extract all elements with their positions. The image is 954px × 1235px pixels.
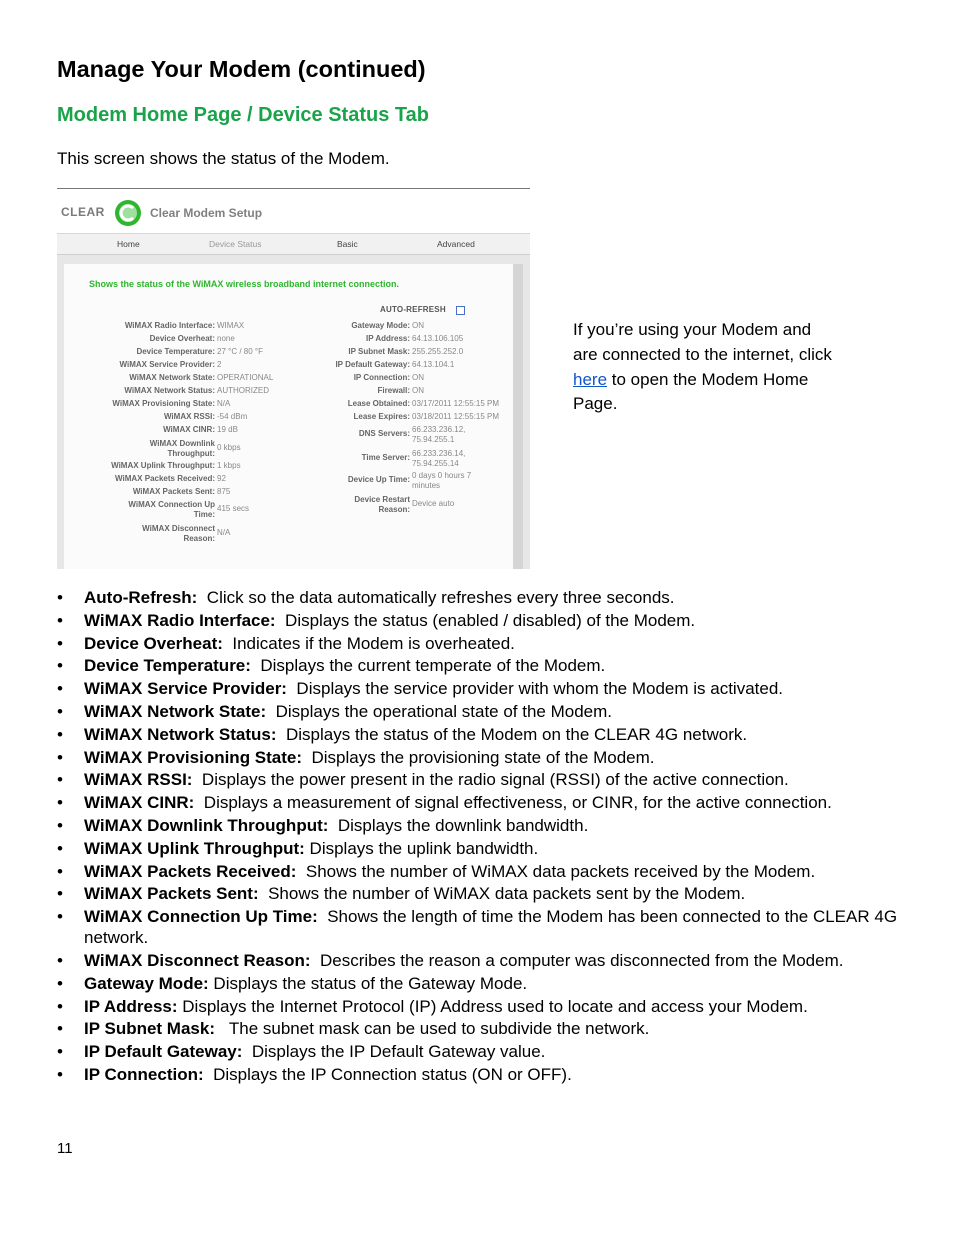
side-note-text-end: to open the Modem Home Page. [573, 369, 809, 414]
left-field-label: WiMAX Connection Up Time: [128, 500, 215, 519]
left-field-value: 415 secs [217, 504, 250, 513]
bullet-term: Gateway Mode: [84, 973, 209, 993]
bullet-item [56, 1064, 906, 1085]
bullet-icon: • [57, 770, 63, 790]
bullet-item [56, 678, 906, 699]
left-field-value: none [217, 334, 235, 343]
left-field-value: 875 [217, 487, 231, 496]
right-field-value: 64.13.106.105 [412, 334, 464, 343]
bullet-term: WiMAX Network State: [84, 701, 267, 721]
right-field-value: Device auto [412, 499, 455, 508]
right-field-label: Device Up Time: [347, 475, 410, 484]
bullet-icon: • [57, 1042, 63, 1062]
bullet-item [56, 973, 906, 994]
bullet-icon: • [57, 724, 63, 744]
right-field-value: ON [412, 386, 424, 395]
bullet-item [56, 610, 906, 631]
right-field-label: Lease Obtained: [347, 399, 410, 408]
screenshot-nav [57, 233, 530, 255]
right-field-label: IP Connection: [353, 373, 410, 382]
bullet-description: Displays the power present in the radio signal (RSSI) of the active connection. [192, 770, 789, 790]
bullet-item [56, 724, 906, 745]
bullet-item [56, 587, 906, 608]
bullet-item [56, 655, 906, 676]
bullet-icon: • [57, 996, 63, 1016]
bullet-icon: • [57, 1064, 63, 1084]
right-field-value: 03/17/2011 12:55:15 PM [412, 399, 500, 408]
right-field-label: Device Restart Reason: [354, 495, 410, 514]
bullet-term: Device Temperature: [84, 656, 251, 676]
nav-device-status[interactable]: Device Status [209, 239, 262, 249]
bullet-item [56, 701, 906, 722]
bullet-icon: • [57, 793, 63, 813]
bullet-term: IP Subnet Mask: [84, 1019, 215, 1039]
nav-basic[interactable]: Basic [337, 239, 358, 249]
left-field-value: 0 kbps [217, 443, 241, 452]
bullet-description: The subnet mask can be used to subdivide the network. [215, 1019, 650, 1039]
panel-shadow [513, 264, 523, 569]
left-field-value: AUTHORIZED [217, 386, 269, 395]
bullet-description: Displays the current temperate of the Modem. [250, 656, 606, 676]
bullet-icon: • [57, 950, 63, 970]
right-field-label: DNS Servers: [358, 429, 410, 438]
bullet-icon: • [57, 861, 63, 881]
section-heading: Modem Home Page / Device Status Tab [57, 104, 429, 126]
bullet-term: IP Address: [84, 996, 178, 1016]
bullet-term: WiMAX Radio Interface: [84, 610, 276, 630]
left-field-value: -54 dBm [217, 412, 248, 421]
screenshot-header [57, 189, 530, 233]
left-field-label: Device Temperature: [136, 347, 215, 356]
left-field-label: WiMAX CINR: [163, 425, 215, 434]
right-field-label: Firewall: [377, 386, 410, 395]
bullet-term: WiMAX Connection Up Time: [84, 907, 318, 927]
left-field-label: WiMAX Downlink Throughput: [149, 439, 215, 458]
bullet-icon: • [57, 588, 63, 607]
bullet-icon: • [57, 701, 63, 721]
modem-screenshot [57, 188, 530, 569]
bullet-term: WiMAX Disconnect Reason: [84, 950, 311, 970]
clear-logo-icon [114, 199, 142, 227]
right-field-label: IP Default Gateway: [335, 360, 410, 369]
bullet-item [56, 769, 906, 790]
bullet-icon: • [57, 679, 63, 699]
left-field-label: WiMAX Service Provider: [119, 360, 215, 369]
bullet-description: Describes the reason a computer was disconnected from the Modem. [310, 950, 844, 970]
nav-home[interactable]: Home [117, 239, 140, 249]
right-field-value: 255.255.252.0 [412, 347, 464, 356]
left-field-label: WiMAX Provisioning State: [112, 399, 215, 408]
clear-brand-text: CLEAR [61, 205, 105, 219]
bullet-term: WiMAX Network Status: [84, 724, 277, 744]
left-field-value: WIMAX [217, 321, 245, 330]
side-note [573, 318, 833, 417]
bullet-icon: • [57, 838, 63, 858]
side-note-text: If you’re using your Modem and are connected to the internet, click [573, 320, 832, 364]
bullet-description: Displays the operational state of the Modem. [266, 701, 613, 721]
left-field-label: WiMAX Network Status: [124, 386, 215, 395]
bullet-item [56, 1018, 906, 1039]
left-field-label: WiMAX Packets Sent: [132, 487, 215, 496]
right-field-label: Time Server: [361, 453, 410, 462]
bullet-term: WiMAX Packets Sent: [84, 884, 259, 904]
bullet-description: Displays the provisioning state of the Modem. [302, 747, 655, 767]
bullet-term: WiMAX CINR: [84, 793, 195, 813]
bullet-term: IP Default Gateway: [84, 1042, 243, 1062]
bullet-item [56, 792, 906, 813]
left-field-value: N/A [217, 399, 231, 408]
left-field-value: 2 [217, 360, 222, 369]
right-field-value: 66.233.236.14, 75.94.255.14 [412, 449, 466, 468]
app-title: Clear Modem Setup [150, 206, 263, 220]
bullet-term: Device Overheat: [84, 633, 223, 653]
page-number: 11 [57, 1140, 73, 1157]
nav-advanced[interactable]: Advanced [437, 239, 475, 249]
bullet-description: Displays the status of the Modem on the CLEAR 4G network. [276, 724, 748, 744]
left-field-label: WiMAX Uplink Throughput: [111, 461, 215, 470]
right-field-label: IP Subnet Mask: [348, 347, 410, 356]
bullet-description: Shows the length of time the Modem has been connected to the CLEAR 4G network. [84, 907, 902, 948]
left-field-label: WiMAX Disconnect Reason: [142, 524, 215, 543]
bullet-icon: • [57, 815, 63, 835]
bullet-description: Click so the data automatically refreshes every three seconds. [197, 588, 675, 607]
bullet-term: WiMAX Packets Received: [84, 861, 297, 881]
bullet-description: Indicates if the Modem is overheated. [222, 633, 515, 653]
left-field-label: WiMAX RSSI: [163, 412, 215, 421]
bullet-term: WiMAX Downlink Throughput: [84, 815, 329, 835]
bullet-icon: • [57, 1019, 63, 1039]
bullet-description: Displays the IP Default Gateway value. [242, 1042, 546, 1062]
bullet-item [56, 633, 906, 654]
left-field-value: N/A [217, 528, 231, 537]
auto-refresh-checkbox[interactable] [456, 306, 465, 315]
bullet-term: IP Connection: [84, 1064, 204, 1084]
bullet-description: Displays the service provider with whom the Modem is activated. [286, 679, 784, 699]
bullet-item [56, 950, 906, 971]
left-field-label: WiMAX Packets Received: [115, 474, 215, 483]
bullet-description: Displays the Internet Protocol (IP) Address used to locate and access your Modem. [177, 996, 808, 1016]
bullet-term: WiMAX RSSI: [84, 770, 193, 790]
bullet-description: Shows the number of WiMAX data packets received by the Modem. [296, 861, 816, 881]
right-field-label: Lease Expires: [353, 412, 410, 421]
bullet-icon: • [57, 610, 63, 630]
bullet-description: Displays the IP Connection status (ON or OFF). [203, 1064, 572, 1084]
bullet-item [56, 861, 906, 882]
bullet-item [56, 883, 906, 904]
left-field-value: 92 [217, 474, 226, 483]
bullet-icon: • [57, 633, 63, 653]
bullet-term: WiMAX Provisioning State: [84, 747, 303, 767]
left-field-label: WiMAX Radio Interface: [124, 321, 215, 330]
right-field-value: ON [412, 321, 424, 330]
bullet-description: Displays the status of the Gateway Mode. [208, 973, 528, 993]
bullet-description: Displays a measurement of signal effectiveness, or CINR, for the active connection. [194, 793, 832, 813]
right-field-value: 03/18/2011 12:55:15 PM [412, 412, 500, 421]
bullet-item [56, 838, 906, 859]
left-field-value: 1 kbps [217, 461, 241, 470]
left-field-label: WiMAX Network State: [129, 373, 215, 382]
here-link[interactable]: here [573, 369, 608, 389]
right-field-value: 64.13.104.1 [412, 360, 455, 369]
right-field-label: Gateway Mode: [351, 321, 410, 330]
bullet-description: Displays the uplink bandwidth. [304, 838, 539, 858]
right-field-value: 0 days 0 hours 7 minutes [412, 471, 472, 490]
bullet-description: Displays the downlink bandwidth. [328, 815, 589, 835]
bullet-term: Auto-Refresh: [84, 588, 198, 607]
right-field-value: 66.233.236.12, 75.94.255.1 [412, 425, 466, 444]
bullet-icon: • [57, 907, 63, 927]
left-field-value: 19 dB [217, 425, 238, 434]
left-field-label: Device Overheat: [149, 334, 215, 343]
bullet-description: Shows the number of WiMAX data packets sent by the Modem. [258, 884, 746, 904]
status-description: Shows the status of the WiMAX wireless broadband internet connection. [89, 279, 399, 289]
bullet-item [56, 747, 906, 768]
auto-refresh-label: AUTO-REFRESH [380, 305, 446, 314]
bullet-description: Displays the status (enabled / disabled) of the Modem. [275, 610, 696, 630]
bullet-item [56, 815, 906, 836]
bullet-item [56, 906, 906, 948]
left-field-value: OPERATIONAL [217, 373, 274, 382]
right-field-label: IP Address: [365, 334, 410, 343]
bullet-icon: • [57, 656, 63, 676]
bullet-icon: • [57, 884, 63, 904]
intro-text: This screen shows the status of the Modem. [57, 149, 390, 168]
bullet-item [56, 996, 906, 1017]
bullet-term: WiMAX Service Provider: [84, 679, 287, 699]
bullet-icon: • [57, 747, 63, 767]
left-field-value: 27 °C / 80 °F [217, 347, 263, 356]
page-heading: Manage Your Modem (continued) [57, 56, 426, 82]
right-field-value: ON [412, 373, 424, 382]
bullet-icon: • [57, 973, 63, 993]
field-descriptions [56, 587, 906, 1087]
bullet-item [56, 1041, 906, 1062]
bullet-term: WiMAX Uplink Throughput: [84, 838, 305, 858]
